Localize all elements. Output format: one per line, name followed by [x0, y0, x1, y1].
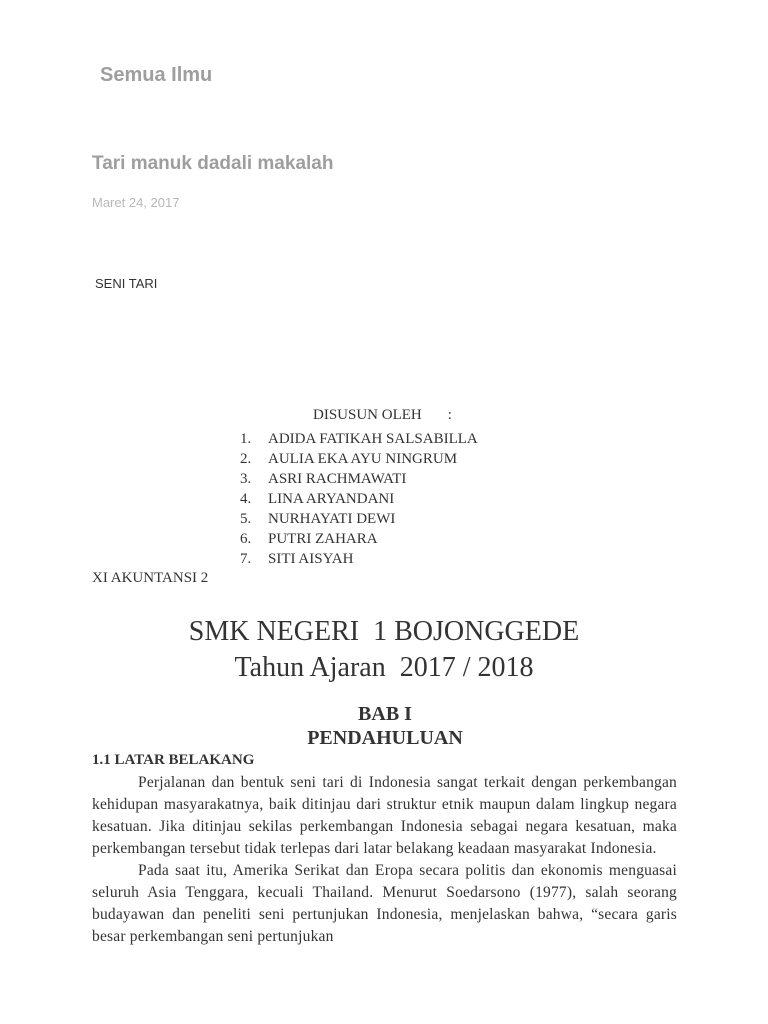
class-name: XI AKUNTANSI 2: [92, 570, 209, 586]
section-heading: 1.1 LATAR BELAKANG: [92, 752, 255, 768]
author-name: LINA ARYANDANI: [268, 491, 395, 507]
authors-heading-label: DISUSUN OLEH: [313, 407, 422, 423]
chapter-title: PENDAHULUAN: [307, 727, 463, 749]
school-name: SMK NEGERI 1 BOJONGGEDE: [188, 616, 580, 647]
author-name: PUTRI ZAHARA: [268, 531, 378, 547]
author-name: ADIDA FATIKAH SALSABILLA: [268, 431, 478, 447]
author-item: [240, 489, 478, 509]
author-number: 3.: [240, 471, 252, 487]
authors-heading-colon: :: [447, 407, 452, 423]
author-item: [240, 529, 478, 549]
author-number: 7.: [240, 551, 252, 567]
author-list: [240, 429, 478, 569]
paragraph: Perjalanan dan bentuk seni tari di Indonesia sangat terkait dengan perkembangan kehidupan masyarakatnya, baik ditinjau dari struktur etnik maupun dalam lingkup negara kesatuan. Jika ditinjau sekilas perkembangan Indonesia sebagai negara kesatuan, maka perkembangan tersebut tidak terlepas dari latar belakang keadaan masyarakat Indonesia.: [92, 774, 677, 857]
author-number: 5.: [240, 511, 252, 527]
school-block: [0, 614, 768, 686]
author-number: 4.: [240, 491, 252, 507]
cover-label: SENI TARI: [95, 276, 158, 291]
post-title: Tari manuk dadali makalah: [92, 153, 334, 174]
authors-heading: [313, 407, 452, 424]
author-name: ASRI RACHMAWATI: [268, 471, 407, 487]
body-text: [92, 772, 677, 948]
author-name: AULIA EKA AYU NINGRUM: [268, 451, 458, 467]
author-item: [240, 449, 478, 469]
author-number: 1.: [240, 431, 252, 447]
chapter-number: BAB I: [358, 703, 412, 725]
post-date: Maret 24, 2017: [92, 195, 180, 210]
author-item: [240, 509, 478, 529]
school-year: Tahun Ajaran 2017 / 2018: [234, 652, 534, 683]
author-name: NURHAYATI DEWI: [268, 511, 396, 527]
blog-name-link[interactable]: Semua Ilmu: [100, 64, 213, 86]
author-number: 6.: [240, 531, 252, 547]
author-item: [240, 469, 478, 489]
author-item: [240, 549, 478, 569]
author-name: SITI AISYAH: [268, 551, 354, 567]
paragraph: Pada saat itu, Amerika Serikat dan Eropa secara politis dan ekonomis menguasai seluruh Asia Tenggara, kecuali Thailand. Menurut Soedarsono (1977), salah seorang budayawan dan peneliti seni pertunjukan Indonesia, menjelaskan bahwa, “secara garis besar perkembangan seni pertunjukan: [92, 862, 677, 945]
author-item: [240, 429, 478, 449]
author-number: 2.: [240, 451, 252, 467]
chapter-heading: [0, 702, 768, 750]
